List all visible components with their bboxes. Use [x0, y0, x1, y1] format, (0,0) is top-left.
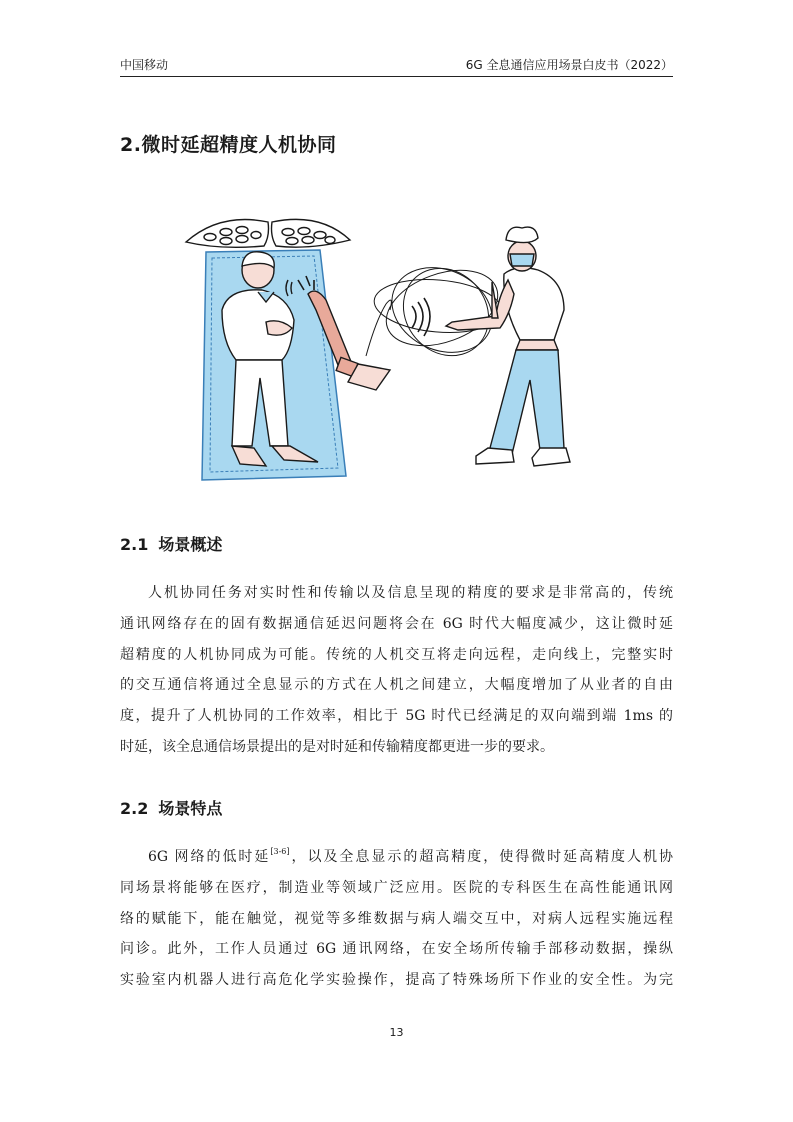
subsection-heading — [120, 532, 222, 555]
page-number: 13 — [389, 1026, 404, 1039]
section-title: 2.微时延超精度人机协同 — [120, 134, 337, 156]
holographic-signal — [366, 251, 508, 373]
subsection-number: 2.1 — [120, 535, 149, 554]
paragraph-line: 时延，该全息通信场景提出的是对时延和传输精度都更进一步的要求。 — [120, 738, 554, 755]
paragraph-line: 同场景将能够在医疗，制造业等领域广泛应用。医院的专科医生在高性能通讯网 — [120, 879, 673, 896]
subsection-number: 2.2 — [120, 799, 149, 818]
paragraph-line: 实验室内机器人进行高危化学实验操作，提高了特殊场所下作业的安全性。为完 — [120, 972, 673, 989]
paragraph-line: 的交互通信将通过全息显示的方式在人机之间建立，大幅度增加了从业者的自由 — [120, 677, 673, 694]
paragraph-line: 度，提升了人机协同的工作效率，相比于 5G 时代已经满足的双向端到端 1ms 的 — [120, 708, 673, 725]
header-org: 中国移动 — [120, 58, 169, 72]
paragraph-line: 人机协同任务对实时性和传输以及信息呈现的精度的要求是非常高的，传统 — [148, 585, 673, 601]
citation: [3-6] — [270, 847, 290, 856]
page-header — [120, 54, 673, 77]
subsection-title: 场景概述 — [158, 535, 223, 554]
header-doc-title: 6G 全息通信应用场景白皮书（2022） — [465, 58, 673, 72]
paragraph-overview — [120, 578, 673, 763]
line-text: 6G 网络的低时延 — [148, 849, 271, 865]
subsection-title: 场景特点 — [158, 799, 223, 818]
paragraph-line — [120, 842, 673, 873]
paragraph-line: 问诊。此外，工作人员通过 6G 通讯网络，在安全场所传输手部移动数据，操纵 — [120, 941, 673, 958]
paragraph-line: 超精度的人机协同成为可能。传统的人机交互将走向远程，走向线上，完整实时 — [120, 646, 673, 663]
line-text: ，以及全息显示的超高精度，使得微时延高精度人机协 — [289, 849, 673, 865]
paragraph-line: 络的赋能下，能在触觉，视觉等多维数据与病人端交互中，对病人远程实施远程 — [120, 910, 673, 927]
paragraph-features — [120, 842, 673, 996]
paragraph-line: 通讯网络存在的固有数据通信延迟问题将会在 6G 时代大幅度减少，这让微时延 — [120, 615, 673, 632]
subsection-heading — [120, 796, 222, 819]
surgeon-figure — [446, 227, 570, 466]
illustration-remote-surgery — [180, 210, 580, 490]
surgical-lamp — [186, 219, 350, 247]
